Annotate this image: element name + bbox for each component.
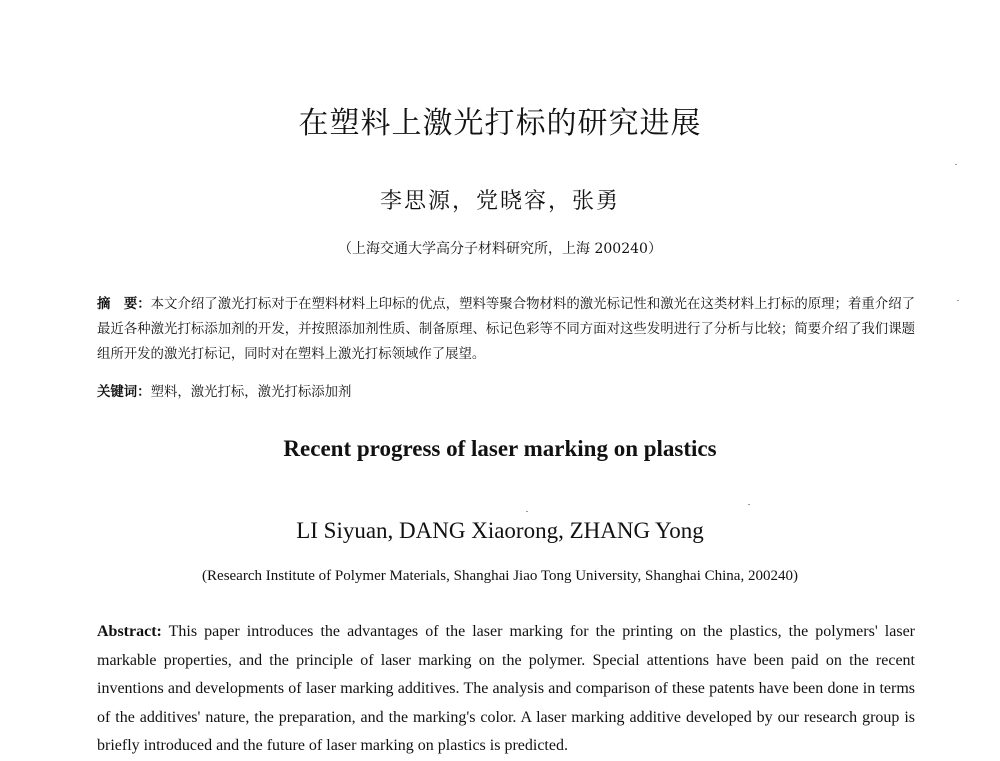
english-authors: LI Siyuan, DANG Xiaorong, ZHANG Yong	[296, 518, 704, 543]
scan-speck	[955, 164, 957, 165]
chinese-keywords	[97, 380, 915, 405]
english-abstract-label: Abstract:	[97, 623, 162, 640]
scan-speck	[526, 511, 528, 512]
chinese-keywords-text: 塑料，激光打标，激光打标添加剂	[150, 385, 352, 400]
chinese-authors: 李思源，党晓容，张勇	[379, 189, 620, 214]
english-title: Recent progress of laser marking on plastics	[283, 436, 717, 461]
chinese-abstract-label: 摘 要：	[97, 296, 151, 312]
english-abstract-text: This paper introduces the advantages of the laser marking for the printing on the plastics, the polymers' laser markable properties, and the principle of laser marking on the polymer. Special attentions have been paid on the recent inventions and developments of laser marking additives. The analysis and comparison of these patents have been done in terms of the additives' nature, the preparation, and the marking's color. A laser marking additive developed by our research group is briefly introduced and the future of laser marking on plastics is predicted.	[97, 623, 915, 754]
scan-speck	[748, 504, 750, 505]
english-affiliation: (Research Institute of Polymer Materials, Shanghai Jiao Tong University, Shanghai China, 200240)	[202, 568, 798, 584]
chinese-keywords-label: 关键词：	[97, 384, 151, 400]
chinese-affiliation: （上海交通大学高分子材料研究所，上海 200240）	[338, 241, 662, 257]
chinese-abstract	[97, 292, 915, 367]
english-abstract	[97, 618, 915, 761]
chinese-title: 在塑料上激光打标的研究进展	[298, 106, 702, 141]
chinese-abstract-text: 本文介绍了激光打标对于在塑料材料上印标的优点，塑料等聚合物材料的激光标记性和激光在这类材料上打标的原理；着重介绍了最近各种激光打标添加剂的开发，并按照添加剂性质、制备原理、标记色彩等不同方面对这些发明进行了分析与比较；简要介绍了我们课题组所开发的激光打标记，同时对在塑料上激光打标领域作了展望。	[97, 297, 915, 362]
scan-speck	[957, 300, 959, 301]
